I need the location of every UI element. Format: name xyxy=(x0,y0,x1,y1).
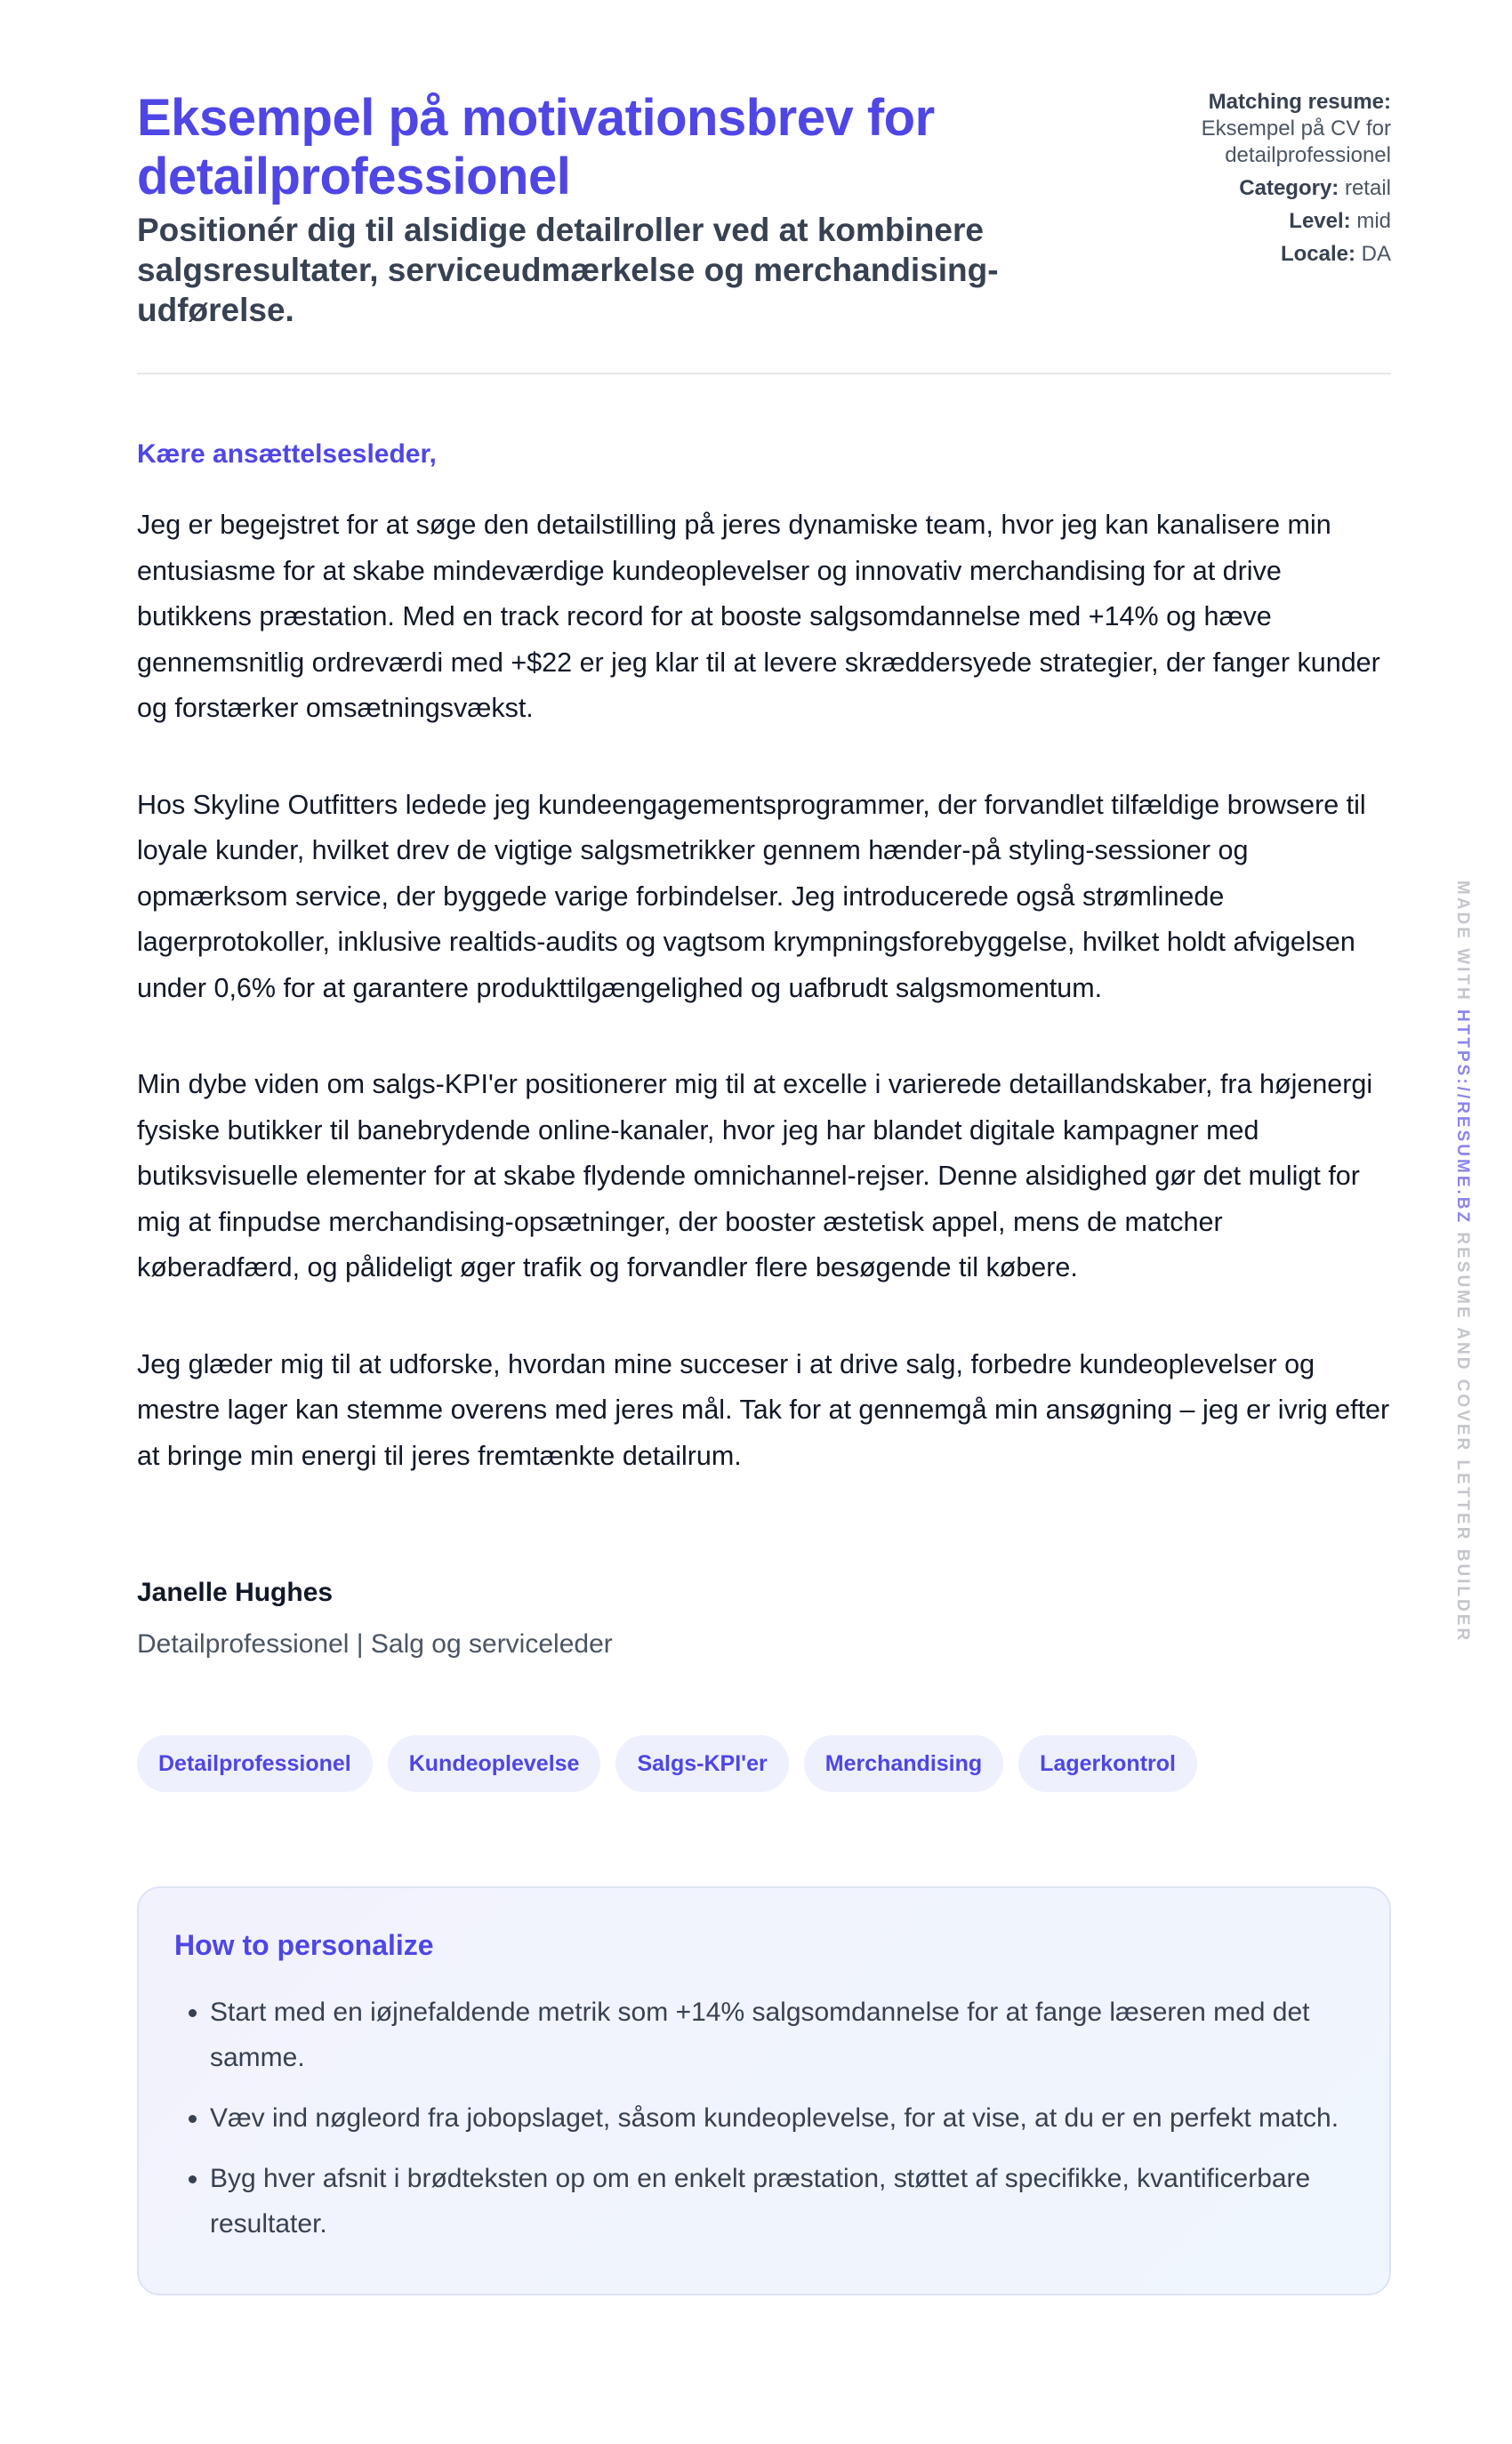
letter-greeting: Kære ansættelsesleder, xyxy=(137,439,437,469)
meta-category xyxy=(1106,175,1391,202)
page-title: Eksempel på motivationsbrev for detailprofessionel xyxy=(137,89,935,205)
meta-panel xyxy=(1106,89,1391,274)
tag-detailprofessionel: Detailprofessionel xyxy=(137,1735,373,1792)
meta-level-label: Level: xyxy=(1289,209,1351,233)
page-subtitle: Positionér dig til alsidige detailroller ved at kombinere salgsresultater, serviceudmærkelse og merchandising-udførelse. xyxy=(137,212,999,328)
header-divider xyxy=(137,373,1391,374)
side-credit-prefix: MADE WITH xyxy=(1453,880,1472,1002)
meta-locale-label: Locale: xyxy=(1280,242,1355,266)
meta-level-value: mid xyxy=(1356,209,1391,233)
cover-letter-page xyxy=(137,89,1391,2295)
tag-lagerkontrol: Lagerkontrol xyxy=(1018,1735,1197,1792)
tag-merchandising: Merchandising xyxy=(804,1735,1003,1792)
meta-matching-value: Eksempel på CV for detailprofessionel xyxy=(1201,117,1391,167)
tip-item-2: • Væv ind nøgleord fra jobopslaget, såsom kundeoplevelse, for at vise, at du er en perfekt match. xyxy=(210,2095,1354,2141)
letter-paragraph-2: Hos Skyline Outfitters ledede jeg kundeengagementsprogrammer, der forvandlet tilfældige browsere til loyale kunder, hvilket drev de vigtige salgsmetrikker gennem hænder-på styling-sessioner og opmærksom service, der byggede varige forbindelser. Jeg introducerede også strømlinede lagerprotokoller, inklusive realtids-audits og vagtsom krympningsforebyggelse, hvilket holdt afvigelsen under 0,6% for at garantere produkttilgængelighed og uafbrudt salgsmomentum. xyxy=(137,789,1366,1003)
signature-role: Detailprofessionel | Salg og serviceleder xyxy=(137,1629,613,1659)
skill-tags xyxy=(137,1735,1391,1792)
tip-item-1: • Start med en iøjnefaldende metrik som +14% salgsomdannelse for at fange læseren med det samme. xyxy=(210,1990,1354,2080)
signature-name: Janelle Hughes xyxy=(137,1578,334,1607)
meta-category-value: retail xyxy=(1344,176,1391,200)
tag-salgs-kpier: Salgs-KPI'er xyxy=(615,1735,788,1792)
personalize-tips-box xyxy=(137,1886,1391,2295)
meta-locale-value: DA xyxy=(1361,242,1391,266)
letter-paragraph-4: Jeg glæder mig til at udforske, hvordan mine succeser i at drive salg, forbedre kundeoplevelser og mestre lager kan stemme overens med jeres mål. Tak for at gennemgå min ansøgning – jeg er ivrig efter at bringe min energi til jeres fremtænkte detailrum. xyxy=(137,1348,1390,1471)
tips-title: How to personalize xyxy=(174,1929,434,1961)
tag-kundeoplevelse: Kundeoplevelse xyxy=(388,1735,601,1792)
header xyxy=(137,89,1391,330)
side-credit-text xyxy=(1452,880,1473,1643)
letter-paragraph-3: Min dybe viden om salgs-KPI'er positionerer mig til at excelle i varierede detaillandskaber, fra højenergi fysiske butikker til banebrydende online-kanaler, hvor jeg har blandet digitale kampagner med butiksvisuelle elementer for at skabe flydende omnichannel-rejser. Denne alsidighed gør det muligt for mig at finpudse merchandising-opsætninger, der booster æstetisk appel, mens de matcher køberadfærd, og pålideligt øger trafik og forvandler flere besøgende til købere. xyxy=(137,1069,1373,1282)
meta-category-label: Category: xyxy=(1239,176,1339,200)
meta-matching-label: Matching resume: xyxy=(1208,90,1391,114)
meta-matching-resume xyxy=(1106,89,1391,169)
letter-paragraph-1: Jeg er begejstret for at søge den detailstilling på jeres dynamiske team, hvor jeg kan kanalisere min entusiasme for at skabe mindeværdige kundeoplevelser og innovativ merchandising for at drive butikkens præstation. Med en track record for at booste salgsomdannelse med +14% og hæve gennemsnitlig ordreværdi med +$22 er jeg klar til at levere skræddersyede strategier, der fanger kunder og forstærker omsætningsvækst. xyxy=(137,510,1380,723)
side-credit-suffix: RESUME AND COVER LETTER BUILDER xyxy=(1453,1232,1472,1644)
side-credit-link[interactable]: HTTPS://RESUME.BZ xyxy=(1453,1009,1472,1226)
tips-list xyxy=(174,1990,1354,2247)
tip-item-3: • Byg hver afsnit i brødteksten op om en enkelt præstation, støttet af specifikke, kvantificerbare resultater. xyxy=(210,2156,1354,2247)
side-credit xyxy=(1452,880,1473,1644)
meta-locale xyxy=(1106,241,1391,268)
header-left xyxy=(137,89,1044,330)
meta-level xyxy=(1106,208,1391,235)
